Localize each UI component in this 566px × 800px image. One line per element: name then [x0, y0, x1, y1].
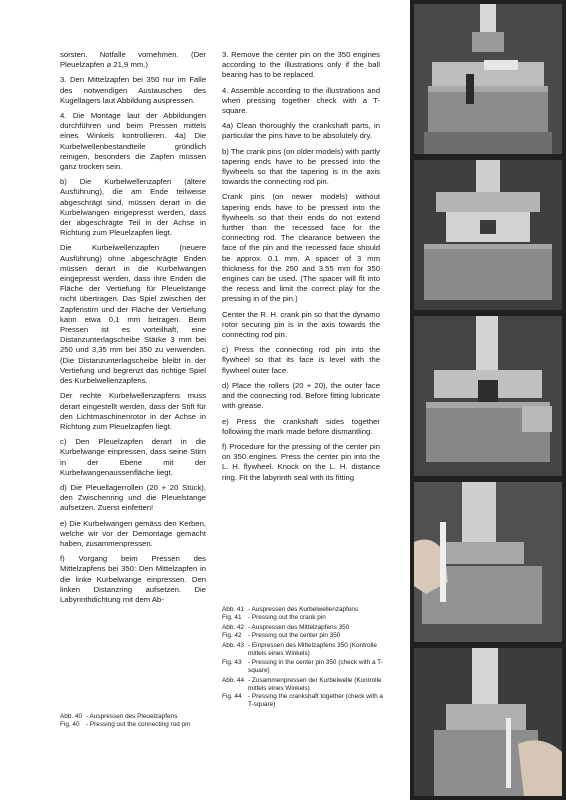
paragraph: d) Die Pleuellagerrollen (20 + 20 Stück), den Zwischenring und die Pleuelstange aufsetzen. Zuerst einfetten!: [60, 482, 206, 513]
paragraph: Center the R. H. crank pin so that the dynamo rotor securing pin is in the axis towards the connecting rod pin.: [222, 309, 380, 340]
paragraph: c) Press the connecting rod pin into the flywheel so that its face is level with the flywheel outer face.: [222, 345, 380, 375]
caption-line: [222, 677, 387, 693]
caption-label: Abb. 41: [222, 606, 245, 613]
paragraph: c) Den Pleuelzapfen derart in die Kurbelwange einpressen, dass seine Stirn in der Ebene mit der Kurbelwangenaussenfläche liegt.: [60, 437, 206, 477]
paragraph: sorsten. Notfalle vornehmen. (Der Pleuelzapfen ⌀ 21,9 mm.): [60, 50, 206, 70]
figure-40-caption: [60, 713, 210, 729]
caption-text: - Einpressen des Mittelzapfens 350 (Kontrolle mittels eines Winkels): [248, 642, 377, 658]
caption-line: [222, 693, 387, 709]
caption-label: Fig. 40: [60, 721, 80, 729]
paragraph: 4a) Clean thoroughly the crankshaft parts, in particular the pins have to be absolutely dry.: [222, 121, 380, 141]
caption-line: [60, 713, 210, 721]
paragraph: 4. Die Montage laut der Abbildungen durchführen und beim Pressen mittels eines Winkels kontrollieren. 4a) Die Kurbelwellenbestandteile gründlich reinigen, besonders die Zapfen müssen ganz trocken sein.: [60, 111, 206, 172]
paragraph: b) Die Kurbelwellenzapfen (ältere Ausführung), die am Ende teilweise abgeschrägt sind, müssen derart in die Kurbelwangen eingepresst werden, dass der abgeschrägte Teil in der Achse in Richtung zum Pleuelzapfen liegt.: [60, 177, 206, 238]
english-text-column: [222, 50, 380, 488]
paragraph: Crank pins (on newer models) without tapering ends have to be pressed into the flywheels so that their ends do not extend further than the recessed face for the connecting rod. The clearance between the face of the pin and the recessed face should be approx. 0.1 mm. A spacer of 3 mm thickness for the 250 and 3.55 mm for 350 engines can be used. (The spacer will fit into the recess and limit the correct play for the pressing in of the pin.): [222, 192, 380, 304]
caption-line: [222, 614, 387, 622]
caption-text: - Pressing out the crank pin: [248, 614, 326, 622]
paragraph: e) Die Kurbelwangen gemäss den Kerben, welche wir vor der Demontage gemacht haben, zusammenpressen.: [60, 518, 206, 548]
figures-41-44-captions: [222, 606, 387, 709]
caption-text: - Pressing out the connecting rod pin: [86, 721, 191, 729]
paragraph: e) Press the crankshaft sides together following the mark made before dismantling.: [222, 416, 380, 436]
caption-text: - Pressing in the center pin 350 (check with a T-square): [248, 658, 383, 674]
paragraph: 3. Den Mittelzapfen bei 350 nur im Falle des notwendigen Austausches des Kugellagers laut Abbildung auspressen.: [60, 75, 206, 105]
caption-label: Abb. 42: [222, 624, 245, 632]
caption-label: Abb. 44: [222, 676, 245, 684]
paragraph: 3. Remove the center pin on the 350 engines according to the illustrations only if the ball bearing has to be replaced.: [222, 50, 380, 80]
caption-line: [222, 632, 387, 640]
caption-text: - Zusammenpressen der Kurbelwelle (Kontrolle mittels eines Winkels): [248, 676, 382, 692]
caption-text: - Pressing the crankshaft together (check with a T-square): [248, 692, 383, 709]
paragraph: f) Procedure for the pressing of the center pin on 350 engines. Press the center pin into the L. H. flywheel. Knock on the L. H. distance ring. Fit the labyrinth seal with its fitting: [222, 441, 380, 482]
caption-label: Abb. 40: [60, 713, 83, 720]
caption-text: - Auspressen des Mittelzapfens 350: [248, 624, 350, 632]
caption-label: Fig. 44: [222, 692, 242, 700]
caption-label: Abb. 43: [222, 642, 245, 650]
caption-label: Fig. 42: [222, 632, 242, 640]
paragraph: Der rechte Kurbelwellenzapfens muss derart eingestellt werden, dass der Stift für den Lichtmaschinenrotor in der Achse in Richtung zum Pleuelzapfen liegt.: [60, 391, 206, 431]
german-text-column: [60, 50, 206, 610]
caption-line: [222, 606, 387, 614]
paragraph: 4. Assemble according to the illustrations and when pressing together check with a T-square.: [222, 85, 380, 116]
caption-text: - Auspressen des Kurbelwellenzapfens: [248, 606, 359, 613]
photo-press-crankshaft-together: [414, 648, 562, 796]
caption-text: - Pressing out the center pin 350: [248, 632, 341, 640]
caption-label: Fig. 41: [222, 614, 242, 622]
photo-strip: [410, 0, 566, 800]
caption-label: Fig. 43: [222, 658, 242, 666]
paragraph: b) The crank pins (on older models) with partly tapering ends have to be pressed into the flywheels so that the tapering is in the axis towards the connecting rod pin.: [222, 146, 380, 187]
caption-line: [222, 624, 387, 632]
paragraph: d) Place the rollers (20 + 20), the outer face and the connecting rod. Before fitting lubricate with grease.: [222, 380, 380, 411]
caption-line: [222, 642, 387, 658]
photo-check-t-square: [414, 482, 562, 642]
photo-press-crank-pin: [414, 4, 562, 154]
caption-line: [60, 721, 210, 729]
photo-press-center-pin: [414, 160, 562, 310]
caption-text: - Auspressen des Pleuelzapfens: [86, 713, 178, 720]
photo-press-in-center-pin: [414, 316, 562, 476]
caption-line: [222, 659, 387, 675]
paragraph: f) Vorgang beim Pressen des Mittelzapfens bei 350: Den Mittelzapfen in die linke Kurbelwange einpressen. Den linken Distanzring aufsetzen. Die Labyrinthdichtung mit dem Ab-: [60, 554, 206, 604]
paragraph: Die Kurbelwellenzapfen (neuere Ausführung) ohne abgeschrägte Enden müssen derart in die Kurbelwangen eingepresst werden, dass ihre Enden die Fläche der Vertiefung für Pleuelstange nicht übertragen. Das Spiel zwischen der Zapfenstirn und der Fläche der Vertiefung kann etwa 0,1 mm betragen. Beim Pressen ist es vorteilhaft, eine Distanzunterlagscheibe Stärke 3 mm bei 250 und 3,35 mm bei 350 zu verwenden. (Die Distanzunterlagscheibe bleibt in der Vertiefung und begrenzt das richtige Spiel des Kurbelwellenzapfens.: [60, 243, 206, 386]
